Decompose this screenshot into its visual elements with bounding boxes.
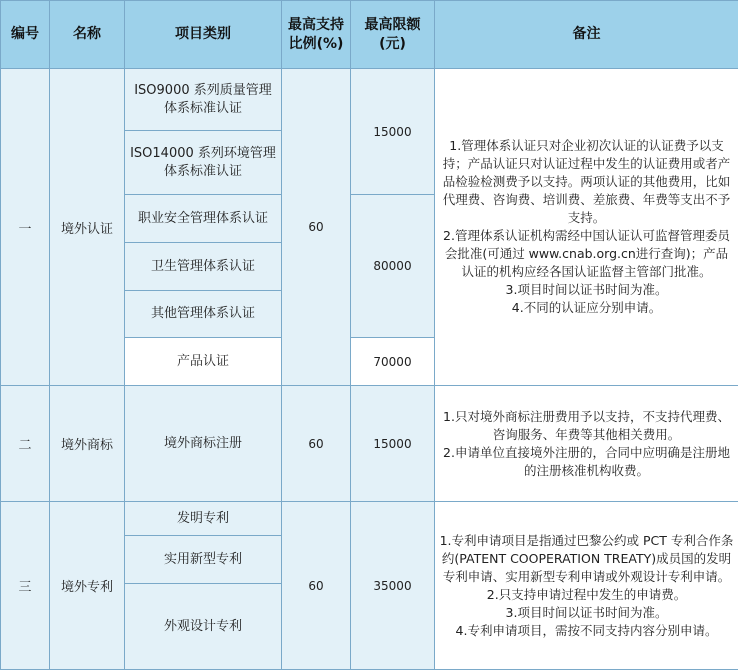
category-cell: 其他管理体系认证	[125, 291, 282, 338]
remark-line: 3.项目时间以证书时间为准。	[439, 281, 734, 299]
remark-line: 3.项目时间以证书时间为准。	[439, 604, 734, 622]
ratio-cell: 60	[282, 502, 351, 670]
row-index: 二	[1, 386, 50, 502]
header-name: 名称	[50, 1, 125, 69]
table-row	[1, 386, 738, 502]
row-index: 一	[1, 69, 50, 386]
remark-line: 2.申请单位直接境外注册的，合同中应明确是注册地的注册核准机构收费。	[439, 444, 734, 480]
header-remarks: 备注	[435, 1, 738, 69]
limit-cell: 70000	[351, 338, 435, 386]
row-name: 境外专利	[50, 502, 125, 670]
remarks-cell	[435, 502, 738, 670]
remarks-cell	[435, 69, 738, 386]
category-cell: ISO9000 系列质量管理体系标准认证	[125, 69, 282, 131]
remark-line: 2.管理体系认证机构需经中国认证认可监督管理委员会批准(可通过 www.cnab.org.cn进行查询)；产品认证的机构应经各国认证监督主管部门批准。	[439, 227, 734, 281]
remark-line: 4.专利申请项目，需按不同支持内容分别申请。	[439, 622, 734, 640]
limit-cell: 80000	[351, 195, 435, 338]
ratio-cell: 60	[282, 69, 351, 386]
remark-line: 4.不同的认证应分别申请。	[439, 299, 734, 317]
header-ratio: 最高支持比例(%)	[282, 1, 351, 69]
remark-line: 1.专利申请项目是指通过巴黎公约或 PCT 专利合作条约(PATENT COOPERATION TREATY)成员国的发明专利申请、实用新型专利申请或外观设计专利申请。	[439, 532, 734, 586]
remark-line: 1.管理体系认证只对企业初次认证的认证费予以支持；产品认证只对认证过程中发生的认证费用或者产品检验检测费予以支持。两项认证的其他费用，比如代理费、咨询费、培训费、差旅费、年费等支出不予支持。	[439, 137, 734, 227]
remark-line: 1.只对境外商标注册费用予以支持，不支持代理费、咨询服务、年费等其他相关费用。	[439, 408, 734, 444]
category-cell: 职业安全管理体系认证	[125, 195, 282, 243]
row-name: 境外商标	[50, 386, 125, 502]
header-row	[1, 1, 738, 69]
table-row	[1, 69, 738, 131]
limit-cell: 15000	[351, 386, 435, 502]
remarks-cell	[435, 386, 738, 502]
category-cell: 实用新型专利	[125, 536, 282, 584]
category-cell: 产品认证	[125, 338, 282, 386]
row-name: 境外认证	[50, 69, 125, 386]
category-cell: 发明专利	[125, 502, 282, 536]
row-index: 三	[1, 502, 50, 670]
header-category: 项目类别	[125, 1, 282, 69]
category-cell: 境外商标注册	[125, 386, 282, 502]
category-cell: ISO14000 系列环境管理体系标准认证	[125, 131, 282, 195]
category-cell: 卫生管理体系认证	[125, 243, 282, 291]
ratio-cell: 60	[282, 386, 351, 502]
category-cell: 外观设计专利	[125, 584, 282, 670]
table-row	[1, 502, 738, 536]
limit-cell: 15000	[351, 69, 435, 195]
limit-cell: 35000	[351, 502, 435, 670]
header-index: 编号	[1, 1, 50, 69]
remark-line: 2.只支持申请过程中发生的申请费。	[439, 586, 734, 604]
header-limit: 最高限额(元)	[351, 1, 435, 69]
